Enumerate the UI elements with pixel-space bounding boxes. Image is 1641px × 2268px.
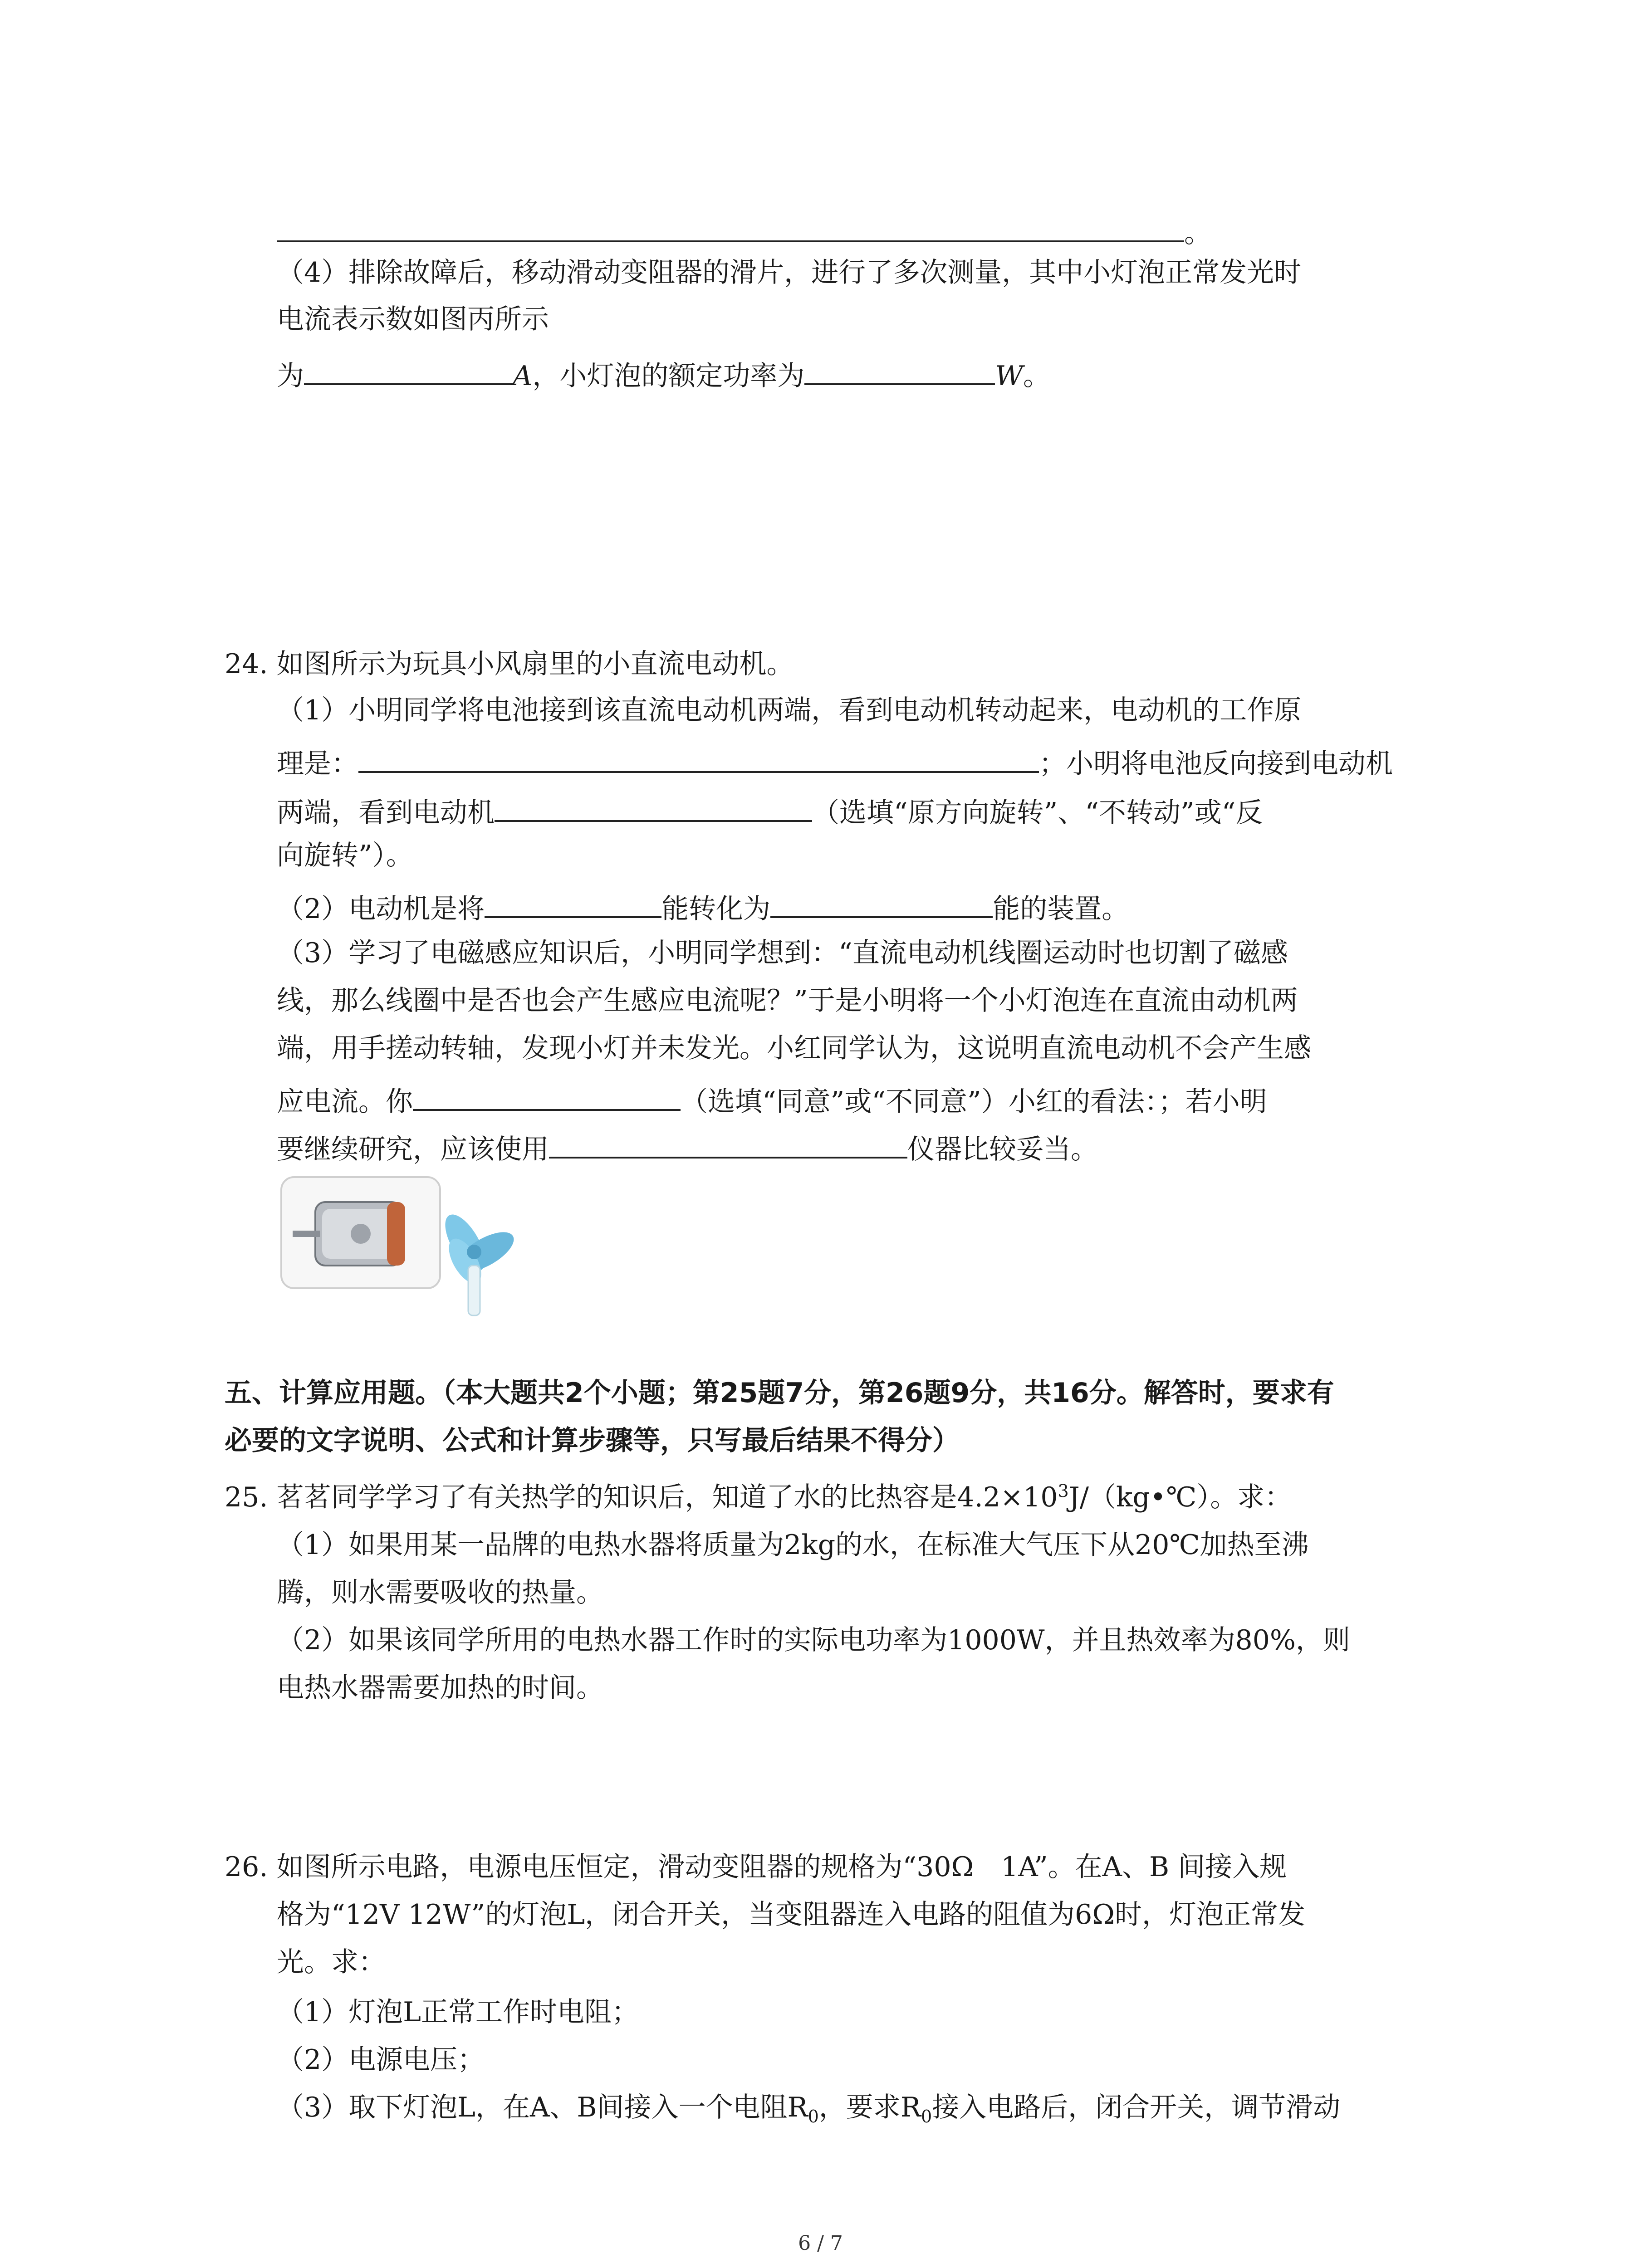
blank-instrument[interactable] [549,1129,907,1158]
q24-part3-line4: 应电流。你 （选填“同意”或“不同意”）小红的看法：；若小明 [277,1082,1267,1118]
motor-fan-figure [279,1175,551,1325]
q25-part1-line2: 腾，则水需要吸收的热量。 [277,1577,603,1608]
blank-energy-to[interactable] [770,889,993,918]
q25-stem: 25. 茗茗同学学习了有关热学的知识后，知道了水的比热容是$4.2\times 10^3J/(kg•℃)$。求： [225,1481,1292,1513]
fan-icon [437,1208,520,1315]
blank-energy-from[interactable] [485,889,661,918]
q23-part4-line3: 为 A，小灯泡的额定功率为 W。 [277,356,1050,392]
q23-part4-line1: （4）排除故障后，移动滑动变阻器的滑片，进行了多次测量，其中小灯泡正常发光时 [277,257,1302,288]
q24-part1-line1: （1）小明同学将电池接到该直流电动机两端，看到电动机转动起来，电动机的工作原 [277,694,1302,726]
q23-answer-line: 。 [277,213,1211,249]
q26-part1: （1）灯泡L正常工作时电阻； [277,1996,639,2028]
q24-part3-line3: 端，用手搓动转轴，发现小灯并未发光。小红同学认为，这说明直流电动机不会产生感 [277,1032,1311,1064]
page-number: 6 / 7 [798,2232,843,2255]
q23-part4-line2: 电流表示数如图丙所示 [277,303,549,335]
q24-part3-line5: 要继续研究，应该使用 仪器比较妥当。 [277,1129,1098,1166]
section5-heading-line1: 五、计算应用题。（本大题共2个小题；第25题7分，第26题9分，共16分。解答时，要求有 [225,1377,1334,1409]
q26-part2: （2）电源电压； [277,2044,485,2076]
blank-current[interactable] [304,356,513,385]
q26-line2: 格为“12V 12W”的灯泡L，闭合开关，当变阻器连入电路的阻值为6Ω时，灯泡正常发 [277,1899,1305,1931]
blank-motor-direction[interactable] [495,793,812,822]
q24-part2: （2）电动机是将 能转化为 能的装置。 [277,889,1129,925]
q24-part1-line4: 向旋转”）。 [277,840,413,871]
q25-part2-line1: （2）如果该同学所用的电热水器工作时的实际电功率为1000W，并且热效率为80%，则 [277,1624,1350,1656]
blank-power[interactable] [804,356,995,385]
section5-heading-line2: 必要的文字说明、公式和计算步骤等，只写最后结果不得分） [225,1425,960,1457]
blank-23-3[interactable] [277,213,1184,242]
q26-part3: （3）取下灯泡L，在A、B间接入一个电阻$R_0$，要求$R_0$接入电路后，闭合开关，调节滑动 [277,2092,1341,2126]
q24-part3-line1: （3）学习了电磁感应知识后，小明同学想到：“直流电动机线圈运动时也切割了磁感 [277,937,1288,969]
q25-part2-line2: 电热水器需要加热的时间。 [277,1672,603,1704]
q25-part1-line1: （1）如果用某一品牌的电热水器将质量为2kg的水，在标准大气压下从20℃加热至沸 [277,1529,1309,1561]
q26-line1: 26. 如图所示电路，电源电压恒定，滑动变阻器的规格为“30Ω 1A”。在A、B 间接入规 [225,1851,1287,1883]
blank-agree[interactable] [413,1082,681,1111]
blank-motor-principle[interactable] [358,744,1039,773]
q24-part1-line2: 理是： ；小明将电池反向接到电动机 [277,744,1393,780]
q24-part1-line3: 两端，看到电动机 （选填“原方向旋转”、“不转动”或“反 [277,793,1263,829]
q24-part3-line2: 线，那么线圈中是否也会产生感应电流呢？”于是小明将一个小灯泡连在直流由动机两 [277,985,1298,1017]
q24-stem: 24. 如图所示为玩具小风扇里的小直流电动机。 [225,648,794,680]
q26-line3: 光。求： [277,1946,386,1978]
